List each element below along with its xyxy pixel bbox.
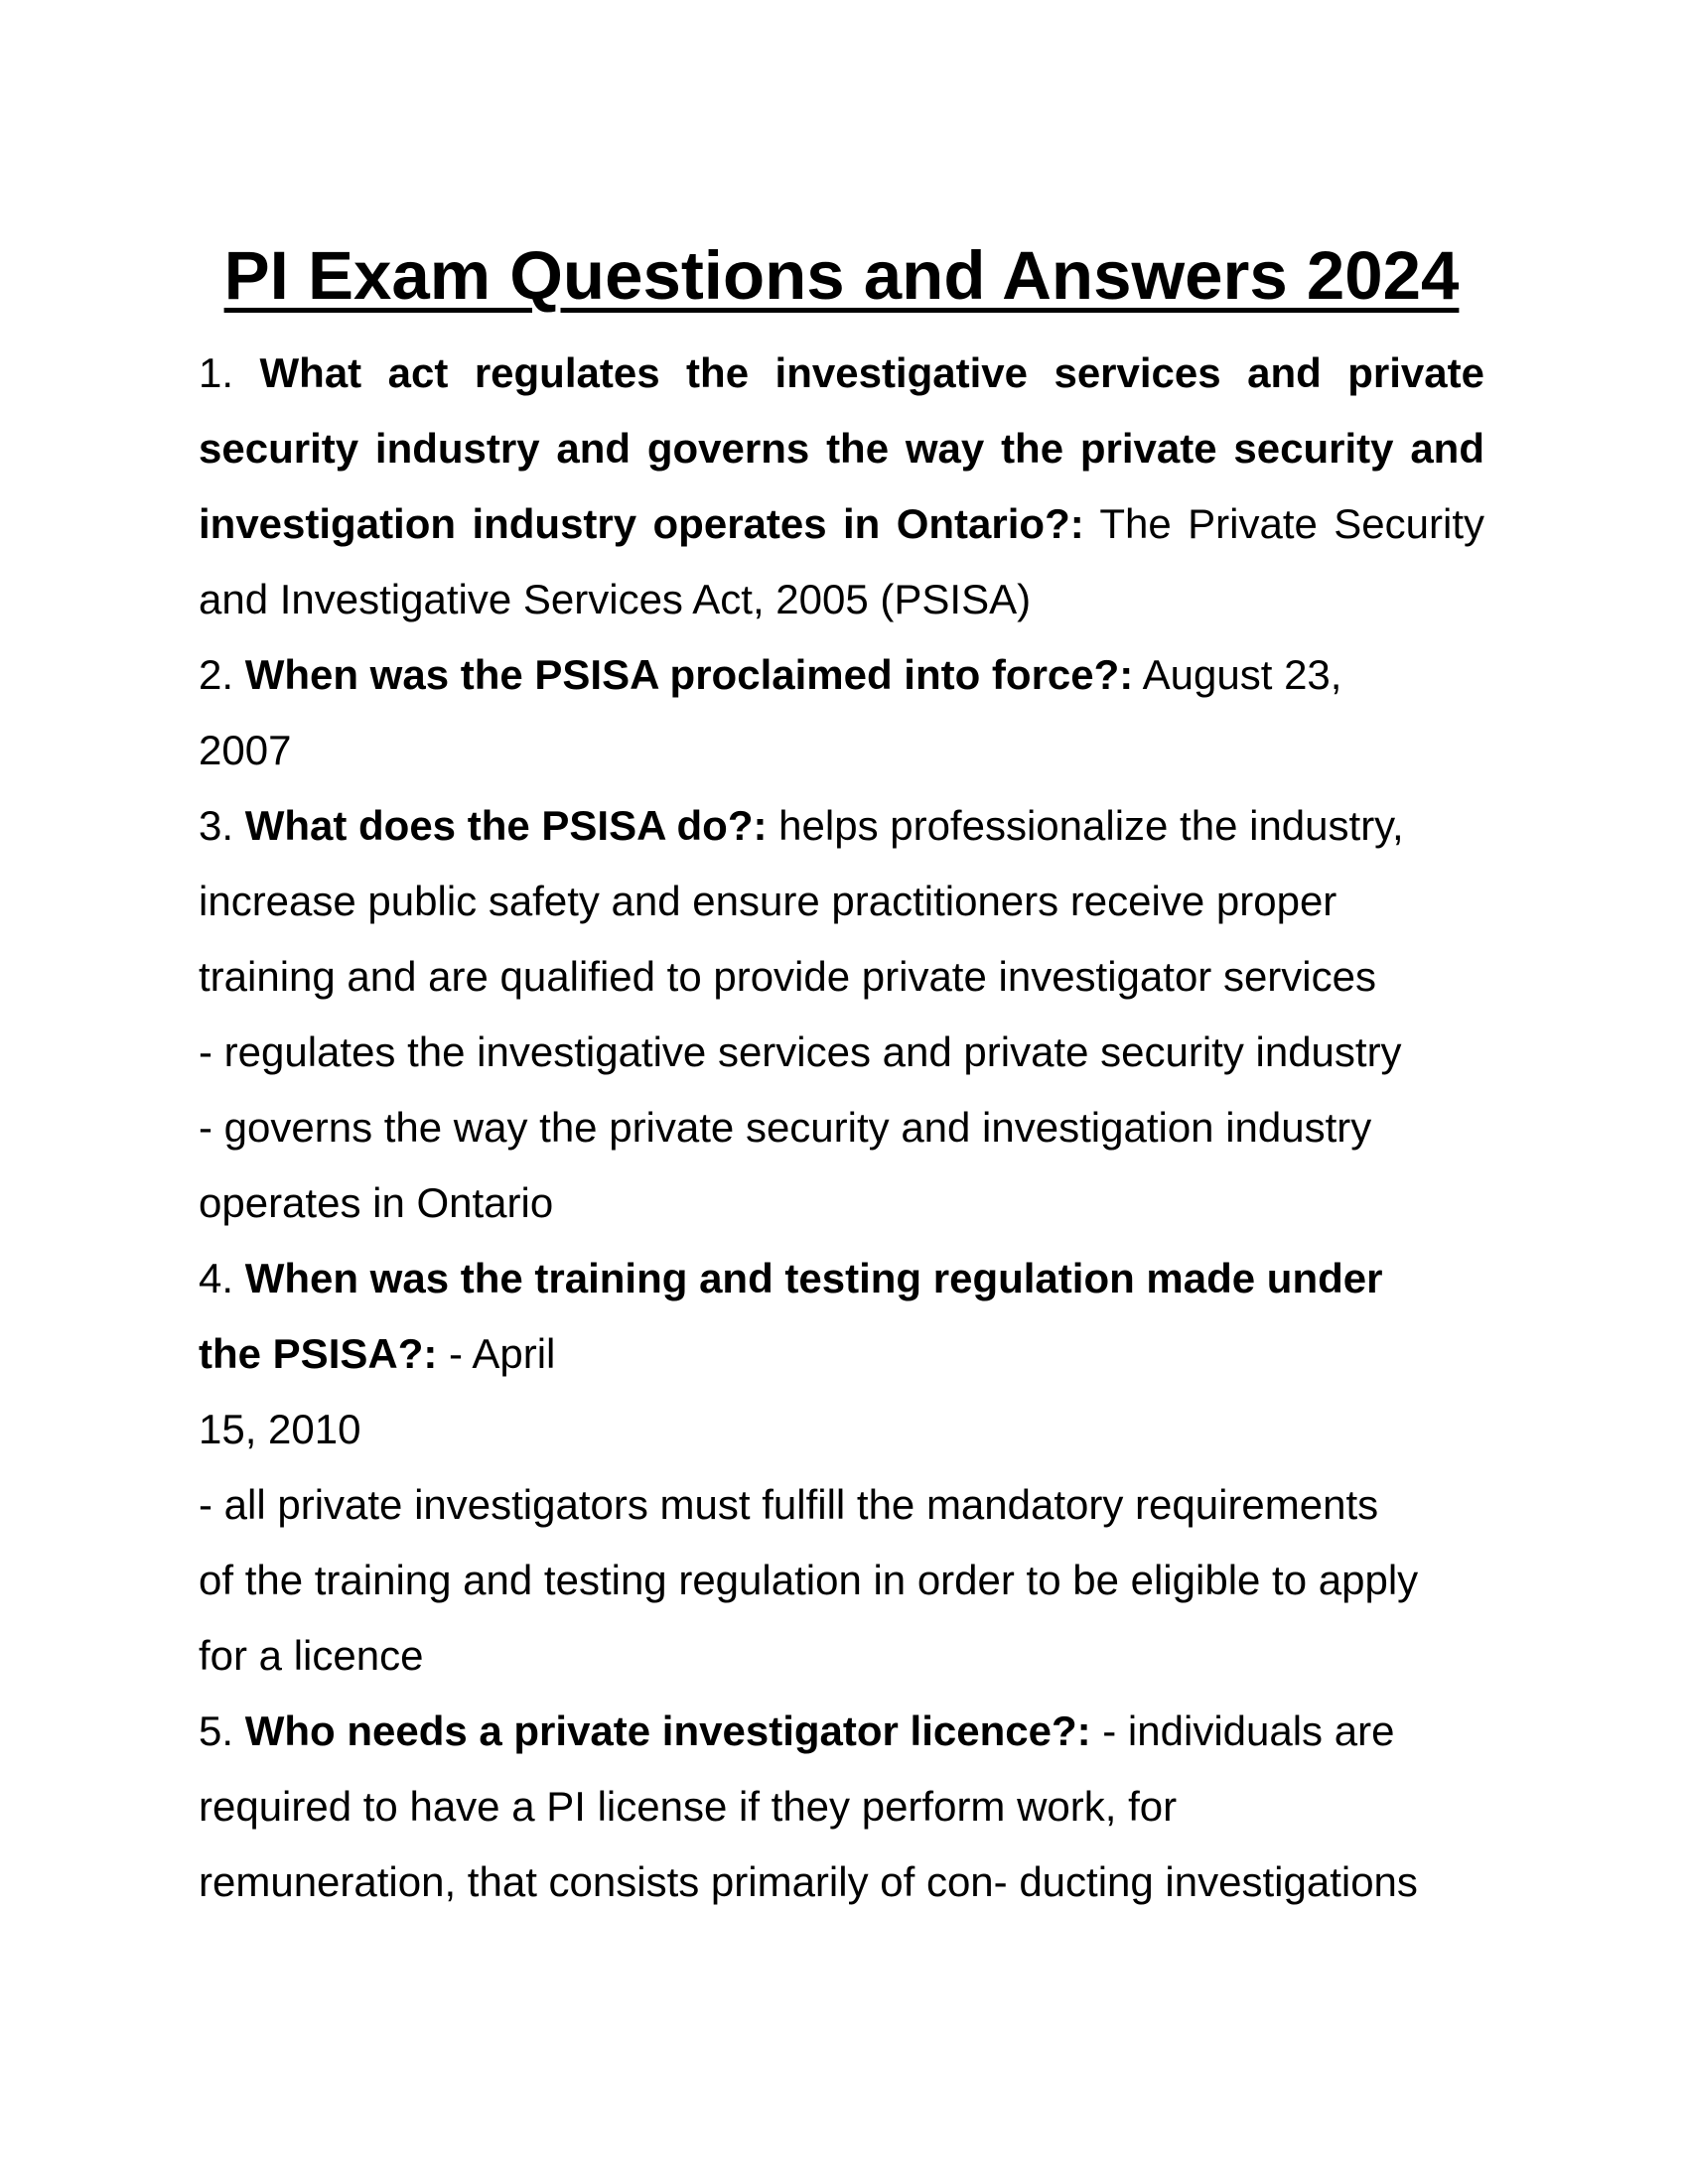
item-number: 1. xyxy=(199,349,234,396)
answer-text: helps professionalize the industry, xyxy=(778,802,1404,849)
answer-line: - all private investigators must fulfill the mandatory requirements xyxy=(199,1481,1379,1528)
question-text: What act regulates the investigative services and private security industry and governs the way the private security and investigation industry operates in Ontario?: xyxy=(199,349,1484,547)
answer-line: training and are qualified to provide private investigator services xyxy=(199,953,1376,1000)
document-page xyxy=(199,230,1484,1920)
qa-list xyxy=(199,336,1484,1920)
item-number: 3. xyxy=(199,802,234,849)
answer-line: for a licence xyxy=(199,1632,424,1679)
qa-item-2 xyxy=(199,637,1484,713)
answer-text: - individuals are xyxy=(1102,1707,1395,1754)
qa-item-4 xyxy=(199,1241,1484,1316)
question-text: Who needs a private investigator licence?: xyxy=(244,1707,1091,1754)
item-number: 4. xyxy=(199,1255,234,1301)
answer-line: increase public safety and ensure practitioners receive proper xyxy=(199,878,1337,924)
answer-line: of the training and testing regulation in order to be eligible to apply xyxy=(199,1557,1419,1603)
question-text: What does the PSISA do?: xyxy=(244,802,768,849)
answer-line: - governs the way the private security and investigation industry xyxy=(199,1104,1372,1151)
document-title: PI Exam Questions and Answers 2024 xyxy=(223,237,1460,314)
qa-item-4-continued xyxy=(199,1316,1484,1392)
answer-line: operates in Ontario xyxy=(199,1179,554,1226)
answer-text: The Private Security and Investigative Services Act, 2005 (PSISA) xyxy=(199,500,1484,622)
qa-item-3 xyxy=(199,788,1484,864)
answer-line: 15, 2010 xyxy=(199,1406,361,1452)
answer-line: - regulates the investigative services and private security industry xyxy=(199,1028,1402,1075)
question-text: the PSISA?: xyxy=(199,1330,438,1377)
question-text: When was the PSISA proclaimed into force?: xyxy=(244,651,1134,698)
question-text: When was the training and testing regulation made under xyxy=(244,1255,1383,1301)
qa-item-1 xyxy=(199,336,1484,637)
item-number: 2. xyxy=(199,651,234,698)
answer-text: - April xyxy=(449,1330,556,1377)
item-number: 5. xyxy=(199,1707,234,1754)
answer-text: August 23, xyxy=(1142,651,1342,698)
answer-line: required to have a PI license if they perform work, for xyxy=(199,1783,1178,1830)
answer-line: 2007 xyxy=(199,727,292,773)
answer-line: remuneration, that consists primarily of con- ducting investigations xyxy=(199,1858,1418,1905)
qa-item-5 xyxy=(199,1694,1484,1769)
